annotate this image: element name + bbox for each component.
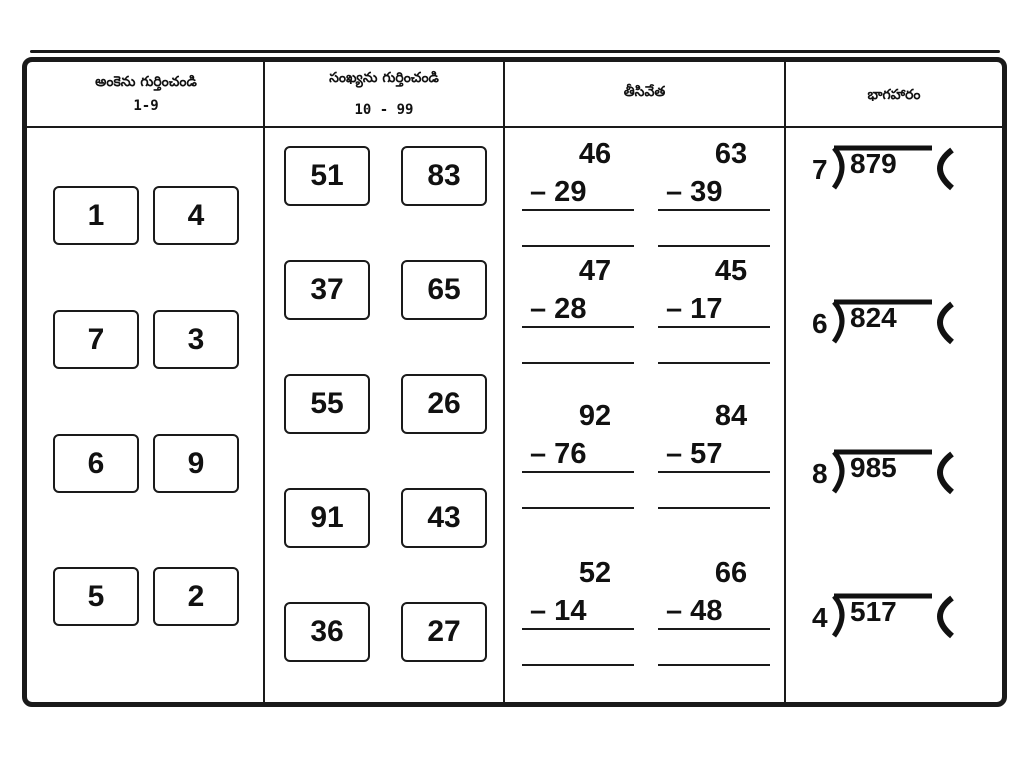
digit-box: 6 xyxy=(53,434,139,493)
minuend: 52 xyxy=(578,557,612,589)
answer-line xyxy=(658,628,770,630)
header-number-recognition xyxy=(265,66,503,122)
subtraction-problem xyxy=(666,252,786,382)
answer-line xyxy=(658,471,770,473)
header-title: సంఖ్యను గుర్తించండి xyxy=(329,70,439,86)
subtrahend: – 48 xyxy=(666,595,723,627)
minuend: 47 xyxy=(578,255,612,287)
answer-line xyxy=(522,471,634,473)
digit-box: 3 xyxy=(153,310,239,369)
minuend: 92 xyxy=(578,400,612,432)
answer-line xyxy=(522,362,634,364)
frame-top-border xyxy=(30,50,1000,53)
header-title: భాగహారం xyxy=(867,87,921,103)
subtraction-problem xyxy=(666,397,786,527)
subtrahend: – 76 xyxy=(530,438,587,470)
answer-line xyxy=(522,245,634,247)
column-divider xyxy=(503,62,505,702)
answer-line xyxy=(658,326,770,328)
minuend: 46 xyxy=(578,138,612,170)
number-box: 36 xyxy=(284,602,370,662)
answer-line xyxy=(522,664,634,666)
dividend: 517 xyxy=(850,596,897,627)
dividend: 879 xyxy=(850,148,897,179)
number-box: 27 xyxy=(401,602,487,662)
number-box: 26 xyxy=(401,374,487,434)
header-title: అంకెను గుర్తించండి xyxy=(95,74,197,90)
division-problem xyxy=(812,452,962,496)
divisor: 6 xyxy=(812,308,828,339)
subtrahend: – 14 xyxy=(530,595,587,627)
answer-line xyxy=(658,664,770,666)
header-division xyxy=(786,83,1002,107)
subtraction-problem xyxy=(530,397,650,527)
digit-box: 2 xyxy=(153,567,239,626)
divisor: 8 xyxy=(812,458,828,489)
header-digit-recognition xyxy=(30,70,262,118)
subtraction-problem xyxy=(530,554,650,684)
subtrahend: – 17 xyxy=(666,293,723,325)
digit-box: 1 xyxy=(53,186,139,245)
answer-line xyxy=(522,209,634,211)
header-subtraction xyxy=(505,80,784,104)
subtrahend: – 28 xyxy=(530,293,587,325)
number-box: 37 xyxy=(284,260,370,320)
header-subtitle: 10 - 99 xyxy=(354,102,414,118)
division-problem xyxy=(812,148,962,192)
dividend: 824 xyxy=(850,302,897,333)
minuend: 63 xyxy=(714,138,748,170)
digit-box: 7 xyxy=(53,310,139,369)
minuend: 66 xyxy=(714,557,748,589)
subtraction-problem xyxy=(530,252,650,382)
number-box: 83 xyxy=(401,146,487,206)
digit-box: 4 xyxy=(153,186,239,245)
division-problem xyxy=(812,302,962,346)
number-box: 65 xyxy=(401,260,487,320)
subtraction-problem xyxy=(666,554,786,684)
number-box: 55 xyxy=(284,374,370,434)
answer-line xyxy=(658,507,770,509)
digit-box: 9 xyxy=(153,434,239,493)
number-box: 51 xyxy=(284,146,370,206)
answer-line xyxy=(658,209,770,211)
header-title: తీసివేత xyxy=(623,84,666,100)
header-subtitle: 1-9 xyxy=(133,98,159,114)
subtraction-problem xyxy=(530,135,650,265)
answer-line xyxy=(522,628,634,630)
subtrahend: – 39 xyxy=(666,176,723,208)
dividend: 985 xyxy=(850,452,897,483)
answer-line xyxy=(658,245,770,247)
division-problem xyxy=(812,596,962,640)
digit-box: 5 xyxy=(53,567,139,626)
number-box: 43 xyxy=(401,488,487,548)
answer-line xyxy=(658,362,770,364)
subtraction-problem xyxy=(666,135,786,265)
divisor: 4 xyxy=(812,602,828,633)
number-box: 91 xyxy=(284,488,370,548)
subtrahend: – 57 xyxy=(666,438,723,470)
header-divider xyxy=(27,126,1002,128)
minuend: 84 xyxy=(714,400,748,432)
divisor: 7 xyxy=(812,154,828,185)
column-divider xyxy=(263,62,265,702)
answer-line xyxy=(522,507,634,509)
minuend: 45 xyxy=(714,255,748,287)
subtrahend: – 29 xyxy=(530,176,587,208)
answer-line xyxy=(522,326,634,328)
